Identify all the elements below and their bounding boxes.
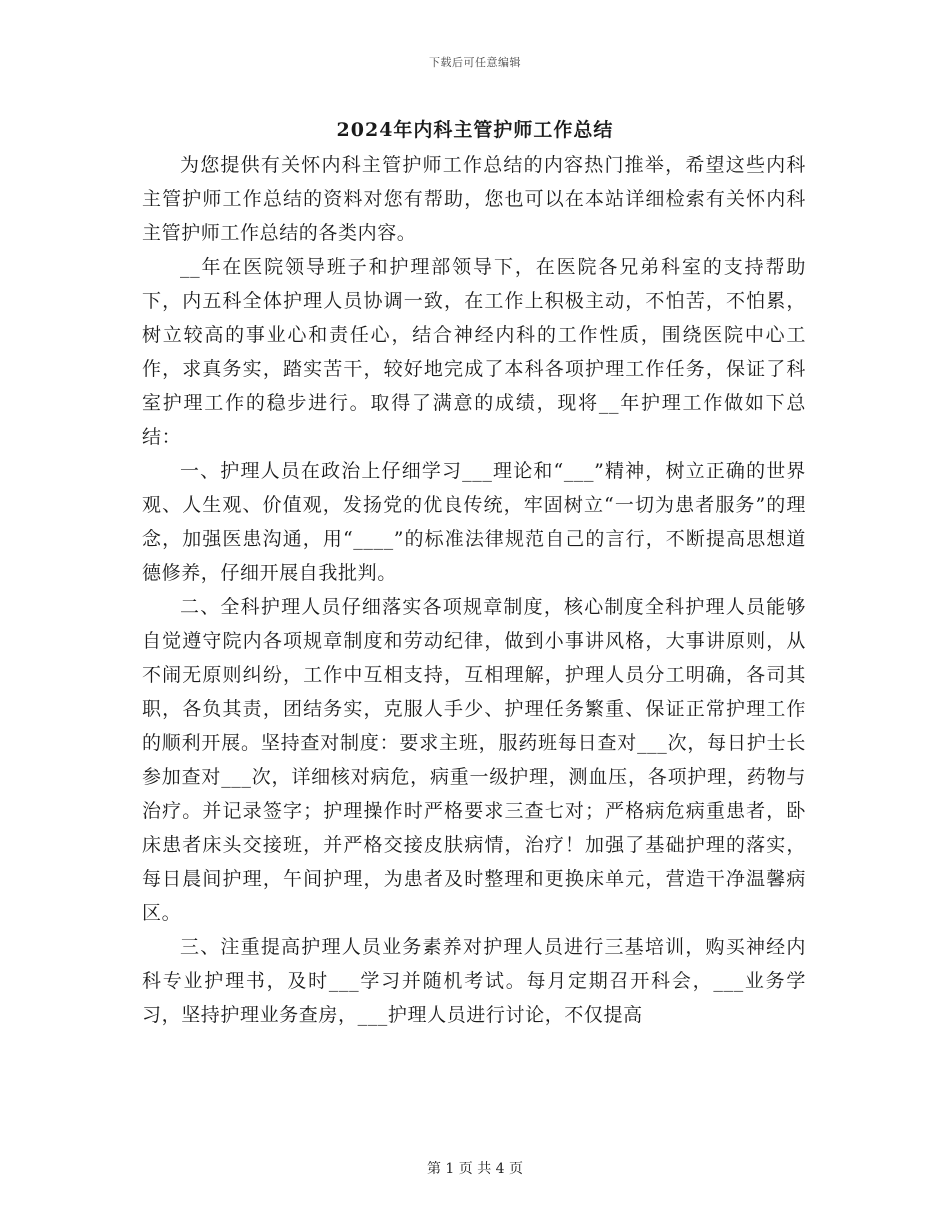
- paragraph-section-1: 一、护理人员在政治上仔细学习___理论和“___”精神，树立正确的世界观、人生观、价值观，发扬党的优良传统，牢固树立“一切为患者服务”的理念，加强医患沟通，用“____”的标准法律规范自己的言行，不断提高思想道德修养，仔细开展自我批判。: [142, 460, 806, 584]
- document-title: 2024年内科主管护师工作总结: [336, 119, 614, 141]
- paragraph-intro: 为您提供有关怀内科主管护师工作总结的内容热门推举，希望这些内科主管护师工作总结的资料对您有帮助，您也可以在本站详细检索有关怀内科主管护师工作总结的各类内容。: [142, 154, 806, 244]
- paragraph-section-2: 二、全科护理人员仔细落实各项规章制度，核心制度全科护理人员能够自觉遵守院内各项规章制度和劳动纪律，做到小事讲风格，大事讲原则，从不闹无原则纠纷，工作中互相支持，互相理解，护理人员分工明确，各司其职，各负其责，团结务实，克服人手少、护理任务繁重、保证正常护理工作的顺利开展。坚持查对制度：要求主班，服药班每日查对___次，每日护士长参加查对___次，详细核对病危，病重一级护理，测血压，各项护理，药物与治疗。并记录签字；护理操作时严格要求三查七对；严格病危病重患者，卧床患者床头交接班，并严格交接皮肤病情，治疗！加强了基础护理的落实，每日晨间护理，午间护理，为患者及时整理和更换床单元，营造干净温馨病区。: [142, 596, 806, 924]
- page-number: 第 1 页 共 4 页: [426, 1161, 524, 1177]
- page-header-note: 下载后可任意编辑: [429, 56, 521, 69]
- paragraph-section-3: 三、注重提高护理人员业务素养对护理人员进行三基培训，购买神经内科专业护理书，及时___学习并随机考试。每月定期召开科会，___业务学习，坚持护理业务查房，___护理人员进行讨论，不仅提高: [142, 936, 806, 1026]
- paragraph-overview: __年在医院领导班子和护理部领导下，在医院各兄弟科室的支持帮助下，内五科全体护理人员协调一致，在工作上积极主动，不怕苦，不怕累，树立较高的事业心和责任心，结合神经内科的工作性质，围绕医院中心工作，求真务实，踏实苦干，较好地完成了本科各项护理工作任务，保证了科室护理工作的稳步进行。取得了满意的成绩，现将__年护理工作做如下总结：: [142, 256, 806, 448]
- document-body: [142, 148, 806, 1032]
